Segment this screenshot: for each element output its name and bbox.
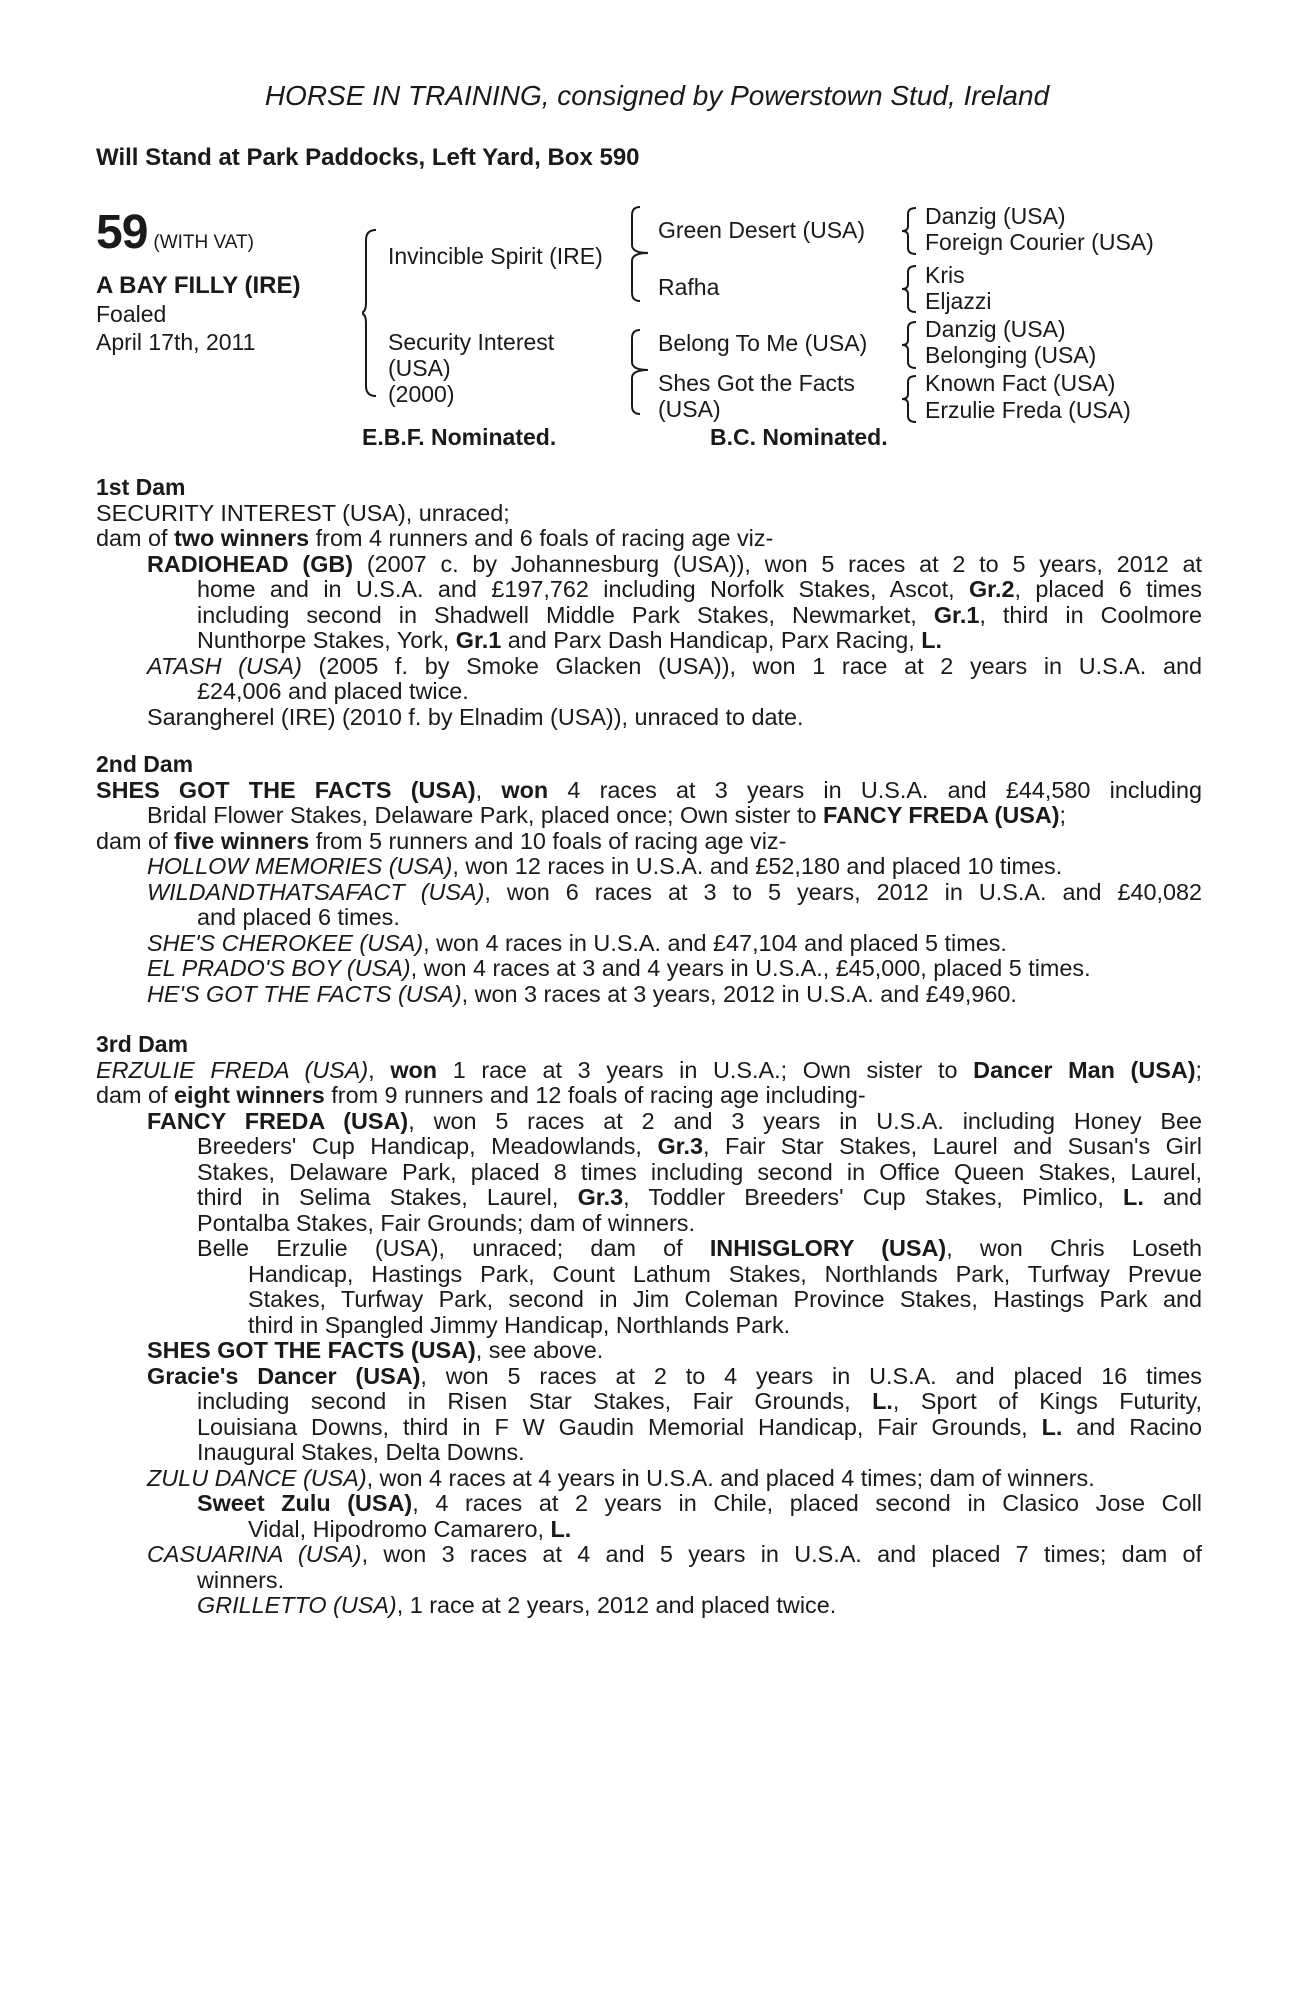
first-dam-produce-summary: dam of two winners from 4 runners and 6 foals of racing age viz- xyxy=(96,525,774,551)
produce-entry: SHE'S CHEROKEE (USA), won 4 races in U.S.A. and £47,104 and placed 5 times. xyxy=(147,929,1007,956)
bc-nominated: B.C. Nominated. xyxy=(710,424,888,450)
third-dam-heading: 3rd Dam xyxy=(96,1031,189,1057)
produce-entry-cont: Inaugural Stakes, Delta Downs. xyxy=(197,1439,525,1465)
pedigree-sire: Invincible Spirit (IRE) xyxy=(388,243,603,269)
pedigree-dam-dam-country: (USA) xyxy=(658,396,721,422)
produce-entry: HOLLOW MEMORIES (USA), won 12 races in U.S.A. and £52,180 and placed 10 times. xyxy=(147,853,1063,879)
pedigree-dam xyxy=(388,329,554,407)
pedigree-brace-main xyxy=(362,228,382,398)
produce-entry-cont: third in Selima Stakes, Laurel, Gr.3, Toddler Breeders' Cup Stakes, Pimlico, L. and xyxy=(197,1184,1203,1210)
pedigree-brace-dam xyxy=(628,328,658,418)
pedigree-dam-dam-name: Shes Got the Facts xyxy=(658,370,855,396)
second-dam-line-cont: Bridal Flower Stakes, Delaware Park, placed once; Own sister to FANCY FREDA (USA); xyxy=(147,802,1067,828)
foaled-label: Foaled xyxy=(96,301,167,327)
produce-entry-cont: Louisiana Downs, third in F W Gaudin Memorial Handicap, Fair Grounds, L. and Racino xyxy=(197,1413,1202,1440)
produce-entry: WILDANDTHATSAFACT (USA), won 6 races at 3 to 5 years, 2012 in U.S.A. and £40,082 xyxy=(147,878,1203,905)
pedigree-g6: Belonging (USA) xyxy=(925,342,1097,368)
grand-produce-entry-cont: Vidal, Hipodromo Camarero, L. xyxy=(248,1515,572,1542)
pedigree-dam-dam xyxy=(658,370,855,422)
pedigree-brace-g4 xyxy=(902,374,926,426)
second-dam-produce-summary: dam of five winners from 5 runners and 10 foals of racing age viz- xyxy=(96,827,787,854)
first-dam-heading: 1st Dam xyxy=(96,474,186,500)
pedigree-g3: Kris xyxy=(925,262,965,288)
produce-entry: CASUARINA (USA), won 3 races at 4 and 5 years in U.S.A. and placed 7 times; dam of xyxy=(147,1541,1202,1567)
pedigree-brace-g2 xyxy=(902,264,926,316)
produce-entry-cont: including second in Risen Star Stakes, Fair Grounds, L., Sport of Kings Futurity, xyxy=(197,1388,1203,1414)
second-dam-heading: 2nd Dam xyxy=(96,751,194,777)
produce-entry-cont: winners. xyxy=(197,1566,285,1593)
produce-entry: SHES GOT THE FACTS (USA), see above. xyxy=(147,1337,604,1363)
pedigree-dam-name: Security Interest xyxy=(388,329,555,355)
pedigree-brace-g1 xyxy=(902,206,926,258)
pedigree-brace-sire xyxy=(628,205,658,305)
pedigree-g4: Eljazzi xyxy=(925,288,992,314)
grand-produce-entry-cont: Stakes, Turfway Park, second in Jim Coleman Province Stakes, Hastings Park and xyxy=(248,1286,1202,1312)
first-dam-line: SECURITY INTEREST (USA), unraced; xyxy=(96,499,510,526)
horse-name: A BAY FILLY (IRE) xyxy=(96,272,301,299)
stand-location: Will Stand at Park Paddocks, Left Yard, Box 590 xyxy=(96,144,640,171)
lot-header xyxy=(96,205,254,260)
produce-entry: Sarangherel (IRE) (2010 f. by Elnadim (USA)), unraced to date. xyxy=(147,703,804,730)
produce-entry-cont: Nunthorpe Stakes, York, Gr.1 and Parx Dash Handicap, Parx Racing, L. xyxy=(197,627,943,653)
grand-produce-entry-cont: third in Spangled Jimmy Handicap, Northlands Park. xyxy=(248,1311,791,1338)
vat-label: (WITH VAT) xyxy=(153,232,254,253)
produce-entry: HE'S GOT THE FACTS (USA), won 3 races at 3 years, 2012 in U.S.A. and £49,960. xyxy=(147,980,1017,1007)
third-dam-section xyxy=(96,1032,1202,1619)
pedigree-g5: Danzig (USA) xyxy=(925,316,1066,342)
grand-produce-entry: Sweet Zulu (USA), 4 races at 2 years in Chile, placed second in Clasico Jose Coll xyxy=(197,1490,1202,1516)
pedigree-brace-g3 xyxy=(902,320,926,372)
grand-produce-entry-cont: Handicap, Hastings Park, Count Lathum Stakes, Northlands Park, Turfway Prevue xyxy=(248,1260,1202,1287)
pedigree-sire-dam: Rafha xyxy=(658,274,720,300)
third-dam-line: ERZULIE FREDA (USA), won 1 race at 3 years in U.S.A.; Own sister to Dancer Man (USA); xyxy=(96,1056,1203,1083)
produce-entry-cont: Pontalba Stakes, Fair Grounds; dam of winners. xyxy=(197,1209,695,1236)
produce-entry-cont: Stakes, Delaware Park, placed 8 times including second in Office Queen Stakes, Laurel, xyxy=(197,1158,1202,1185)
third-dam-produce-summary: dam of eight winners from 9 runners and 12 foals of racing age including- xyxy=(96,1082,866,1108)
ebf-nominated: E.B.F. Nominated. xyxy=(362,424,557,450)
pedigree-dam-sire: Belong To Me (USA) xyxy=(658,330,868,356)
second-dam-section xyxy=(96,752,1202,1007)
produce-entry-cont: home and in U.S.A. and £197,762 including Norfolk Stakes, Ascot, Gr.2, placed 6 times xyxy=(197,576,1202,602)
foaled-date: April 17th, 2011 xyxy=(96,329,256,355)
second-dam-line: SHES GOT THE FACTS (USA), won 4 races at 3 years in U.S.A. and £44,580 including xyxy=(96,776,1202,803)
pedigree-g1: Danzig (USA) xyxy=(925,203,1066,229)
produce-entry: ATASH (USA) (2005 f. by Smoke Glacken (USA)), won 1 race at 2 years in U.S.A. and xyxy=(147,652,1202,679)
pedigree-dam-country: (USA) xyxy=(388,355,451,381)
produce-entry: FANCY FREDA (USA), won 5 races at 2 and 3 years in U.S.A. including Honey Bee xyxy=(147,1107,1202,1134)
pedigree-g8: Erzulie Freda (USA) xyxy=(925,397,1131,423)
produce-entry: Gracie's Dancer (USA), won 5 races at 2 to 4 years in U.S.A. and placed 16 times xyxy=(147,1362,1202,1389)
first-dam-section xyxy=(96,475,1202,730)
foaled-info xyxy=(96,300,255,356)
pedigree-dam-year: (2000) xyxy=(388,381,455,407)
pedigree-sire-sire: Green Desert (USA) xyxy=(658,217,866,243)
produce-entry: EL PRADO'S BOY (USA), won 4 races at 3 and 4 years in U.S.A., £45,000, placed 5 times. xyxy=(147,955,1091,981)
grand-produce-entry: GRILLETTO (USA), 1 race at 2 years, 2012 and placed twice. xyxy=(197,1592,837,1618)
produce-entry-cont: including second in Shadwell Middle Park Stakes, Newmarket, Gr.1, third in Coolmore xyxy=(197,601,1203,628)
produce-entry-cont: £24,006 and placed twice. xyxy=(197,678,469,704)
lot-number: 59 xyxy=(96,206,148,259)
produce-entry-cont: and placed 6 times. xyxy=(197,904,400,930)
page-title: HORSE IN TRAINING, consigned by Powerstown Stud, Ireland xyxy=(264,80,1050,111)
pedigree-g2: Foreign Courier (USA) xyxy=(925,229,1154,255)
pedigree-g7: Known Fact (USA) xyxy=(925,370,1116,396)
produce-entry: ZULU DANCE (USA), won 4 races at 4 years in U.S.A. and placed 4 times; dam of winners. xyxy=(147,1464,1095,1491)
produce-entry: RADIOHEAD (GB) (2007 c. by Johannesburg (USA)), won 5 races at 2 to 5 years, 2012 at xyxy=(147,550,1203,577)
grand-produce-entry: Belle Erzulie (USA), unraced; dam of INHISGLORY (USA), won Chris Loseth xyxy=(197,1235,1202,1261)
produce-entry-cont: Breeders' Cup Handicap, Meadowlands, Gr.3, Fair Star Stakes, Laurel and Susan's Girl xyxy=(197,1133,1203,1159)
